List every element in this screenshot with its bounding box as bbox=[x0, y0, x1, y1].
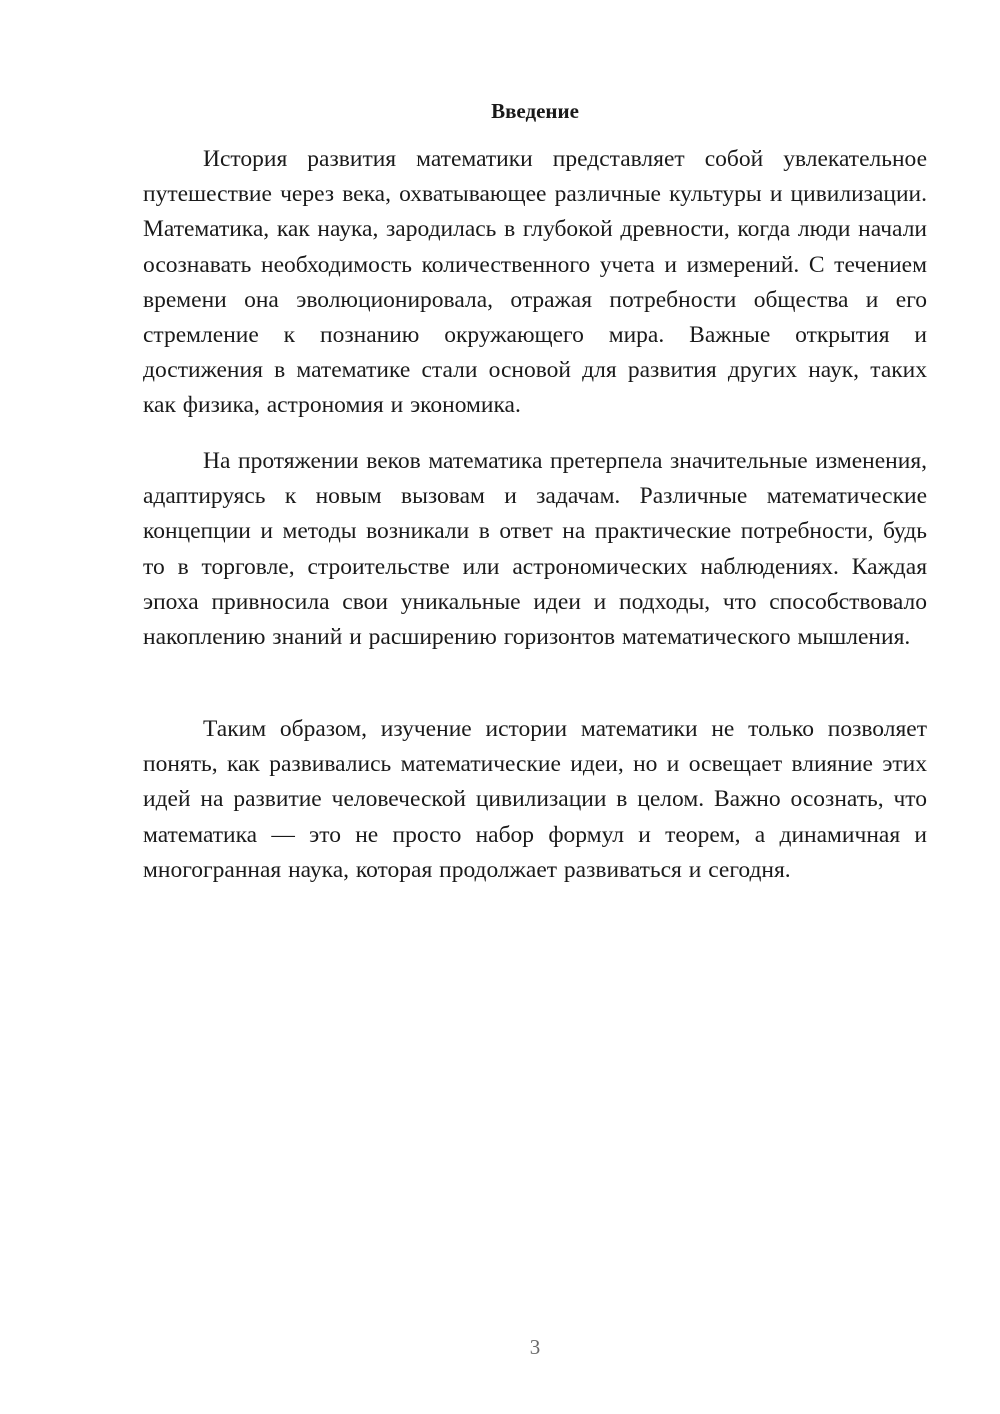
section-title: Введение bbox=[491, 99, 579, 123]
paragraph-3: Таким образом, изучение истории математики не только позволяет понять, как развивались математические идеи, но и освещает влияние этих идей на развитие человеческой цивилизации в целом. Важно осознать, что математика — это не просто набор формул и теорем, а динамичная и многогранная наука, которая продолжает развиваться и сегодня. bbox=[143, 716, 927, 883]
paragraph-1: История развития математики представляет собой увлекательное путешествие через века, охватывающее различные культуры и цивилизации. Математика, как наука, зародилась в глубокой древности, когда люди начали осознавать необходимость количественного учета и измерений. С течением времени она эволюционировала, отражая потребности общества и его стремление к познанию окружающего мира. Важные открытия и достижения в математике стали основой для развития других наук, таких как физика, астрономия и экономика. bbox=[143, 146, 927, 419]
page-number: 3 bbox=[529, 1335, 541, 1359]
paragraph-2: На протяжении веков математика претерпела значительные изменения, адаптируясь к новым вызовам и задачам. Различные математические концепции и методы возникали в ответ на практические потребности, будь то в торговле, строительстве или астрономических наблюдениях. Каждая эпоха привносила свои уникальные идеи и подходы, что способствовало накоплению знаний и расширению горизонтов математического мышления. bbox=[143, 448, 927, 651]
